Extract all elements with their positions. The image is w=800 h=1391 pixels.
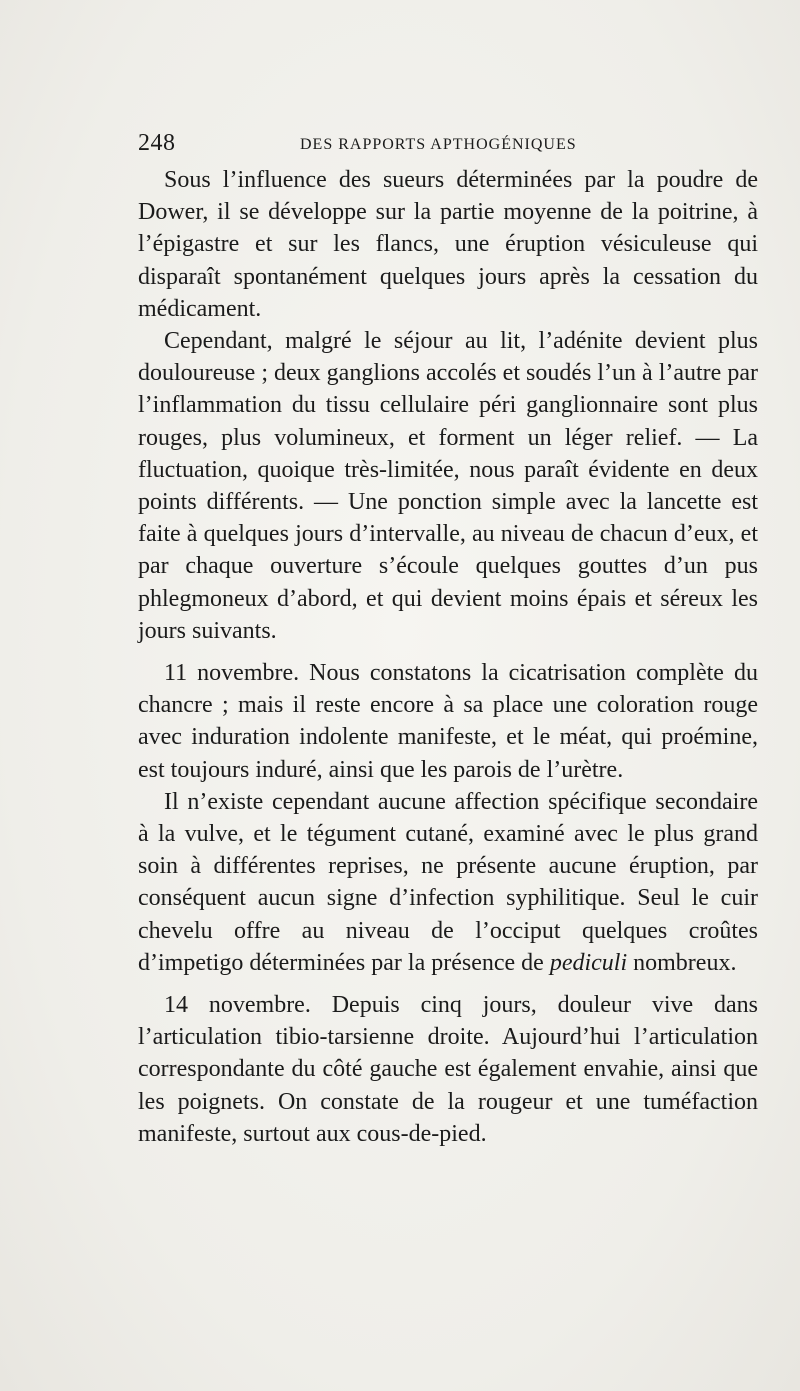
paragraph-4-italic: pediculi [549, 949, 628, 976]
page-number: 248 [138, 130, 176, 156]
paragraph-2: Cependant, malgré le séjour au lit, l’adénite devient plus douloureuse ; deux ganglions accolés et soudés l’un à l’autre par l’inflammation du tissu cellulaire péri ganglionnaire sont plus rouges, plus volumineux, et forment un léger relief. — La fluctuation, quoique très-limitée, nous paraît évidente en deux points différents. — Une ponction simple avec la lancette est faite à quelques jours d’intervalle, au niveau de chacun d’eux, et par chaque ouverture s’écoule quelques gouttes d’un pus phlegmoneux d’abord, et qui devient moins épais et séreux les jours suivants. [138, 328, 758, 644]
paragraph-1: Sous l’influence des sueurs déterminées par la poudre de Dower, il se développe sur la partie moyenne de la poitrine, à l’épigastre et sur les flancs, une éruption vésiculeuse qui disparaît spontanément quelques jours après la cessation du médicament. [138, 167, 758, 322]
paragraph-4 [138, 786, 758, 979]
page-header [138, 130, 658, 164]
paragraph-3: 11 novembre. Nous constatons la cicatrisation complète du chancre ; mais il reste encore à sa place une coloration rouge avec induration indolente manifeste, et le méat, qui proémine, est toujours induré, ainsi que les parois de l’urètre. [138, 660, 758, 783]
paragraph-4-text: Il n’existe cependant aucune affection spécifique secondaire à la vulve, et le tégument cutané, examiné avec le plus grand soin à différentes reprises, ne présente aucune éruption, par conséquent aucun signe d’infection syphilitique. Seul le cuir chevelu offre au niveau de l’occiput quelques croûtes d’impetigo déterminées par la présence de [138, 788, 758, 976]
body-text [138, 164, 758, 1150]
paragraph-4-text-end: nombreux. [627, 949, 737, 976]
paragraph-5: 14 novembre. Depuis cinq jours, douleur vive dans l’articulation tibio-tarsienne droite. Aujourd’hui l’articulation correspondante du côté gauche est également envahie, ainsi que les poignets. On constate de la rougeur et une tuméfaction manifeste, surtout aux cous-de-pied. [138, 992, 758, 1147]
running-head: DES RAPPORTS APTHOGÉNIQUES [300, 136, 577, 153]
